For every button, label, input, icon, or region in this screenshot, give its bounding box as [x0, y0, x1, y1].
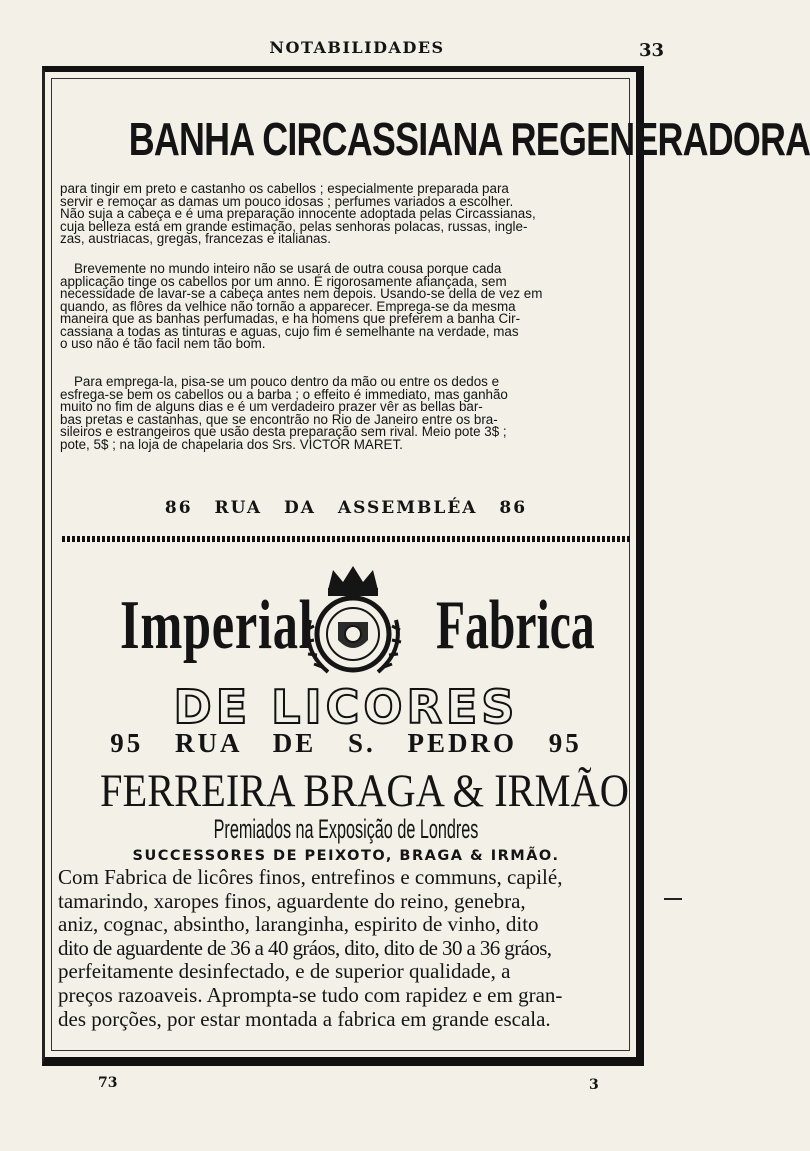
- banha-address: 86 RUA DA ASSEMBLÉA 86: [164, 498, 528, 518]
- text-line: necessidade de lavar-se a cabeça antes nem depois. Usando-se della de vez em: [60, 286, 543, 301]
- text-line: pote, 5$ ; na loja de chapelaria dos Srs. VICTOR MARET.: [60, 436, 403, 452]
- text-line: maneira que as banhas perfumadas, e ha homens que preferem a banha Cir-: [60, 311, 521, 326]
- text-line: aniz, cognac, absintho, laranginha, espirito de vinho, dito: [58, 912, 539, 937]
- text-line: sileiros e estrangeiros que usão desta preparação sem rival. Meio pote 3$ ;: [60, 424, 507, 439]
- text-line: o uso não é tão facil nem tão bom.: [60, 336, 266, 351]
- text-line: muito no fim de alguns dias e é um verdadeiro prazer vêr as bellas bar-: [60, 399, 483, 414]
- text-line: Com Fabrica de licôres finos, entrefinos e communs, capilé,: [58, 865, 563, 889]
- fabrica-title: Fabrica: [436, 587, 595, 664]
- text-line: zas, austriacas, gregas, francezas e italianas.: [60, 231, 331, 246]
- fabrica-address: 95 RUA DE S. PEDRO 95: [110, 728, 582, 758]
- text-line: bas pretas e castanhas, que se encontrão no Rio de Janeiro entre os bra-: [60, 411, 498, 427]
- text-line: tamarindo, xaropes finos, aguardente do reino, genebra,: [58, 888, 526, 913]
- text-line: esfrega-se bem os cabellos ou a barba ; o effeito é immediato, mas ganhão: [60, 386, 508, 402]
- margin-mark: [664, 898, 682, 900]
- footer-left-number: 73: [98, 1075, 118, 1091]
- banha-ad-title: BANHA CIRCASSIANA REGENERADORA: [128, 113, 810, 165]
- text-line: cuja belleza está em grande estimação, pelas senhoras polacas, russas, ingle-: [60, 218, 528, 234]
- crown-emblem-icon: [298, 560, 408, 680]
- imperial-title: Imperial: [120, 587, 314, 664]
- text-line: Brevemente no mundo inteiro não se usará de outra cousa porque cada: [74, 261, 502, 276]
- successors-line: SUCCESSORES DE PEIXOTO, BRAGA & IRMÃO.: [132, 848, 560, 864]
- text-line: dito de aguardente de 36 a 40 gráos, dito, dito de 30 a 36 gráos,: [58, 935, 552, 960]
- award-line: Premiados na Exposição de Londres: [213, 814, 479, 844]
- text-line: perfeitamente desinfectado, e de superior qualidade, a: [58, 959, 511, 984]
- banha-paragraph-3: [60, 376, 632, 451]
- firm-name: FERREIRA BRAGA & IRMÃO: [100, 765, 629, 817]
- text-line: quando, as flôres da velhice não tornão a apparecer. Emprega-se da mesma: [60, 298, 516, 314]
- text-line: des porções, por estar montada a fabrica em grande escala.: [58, 1006, 551, 1031]
- banha-paragraph-1: [60, 183, 632, 246]
- ornamental-divider: [62, 536, 630, 542]
- banha-paragraph-2: [60, 263, 632, 351]
- licores-subtitle: DE LICORES: [173, 680, 519, 734]
- fabrica-body: [58, 866, 634, 1031]
- text-line: para tingir em preto e castanho os cabellos ; especialmente preparada para: [60, 181, 509, 196]
- text-line: applicação tinge os cabellos por um anno. É rigorosamente afiançada, sem: [60, 273, 507, 289]
- text-line: Para emprega-la, pisa-se um pouco dentro da mão ou entre os dedos e: [74, 374, 500, 389]
- footer-right-number: 3: [589, 1077, 599, 1093]
- text-line: cassiana a todas as tinturas e aguas, cujo fim é semelhante na verdade, mas: [60, 323, 519, 339]
- text-line: Não suja a cabeça e é uma preparação innocente adoptada pelas Circassianas,: [60, 206, 536, 221]
- page-number: 33: [638, 40, 664, 61]
- text-line: preços razoaveis. Aprompta-se tudo com rapidez e em gran-: [58, 982, 563, 1007]
- text-line: servir e remoçar as damas um pouco idosas ; perfumes variados a escolher.: [60, 193, 514, 209]
- page-header-title: NOTABILIDADES: [269, 38, 445, 57]
